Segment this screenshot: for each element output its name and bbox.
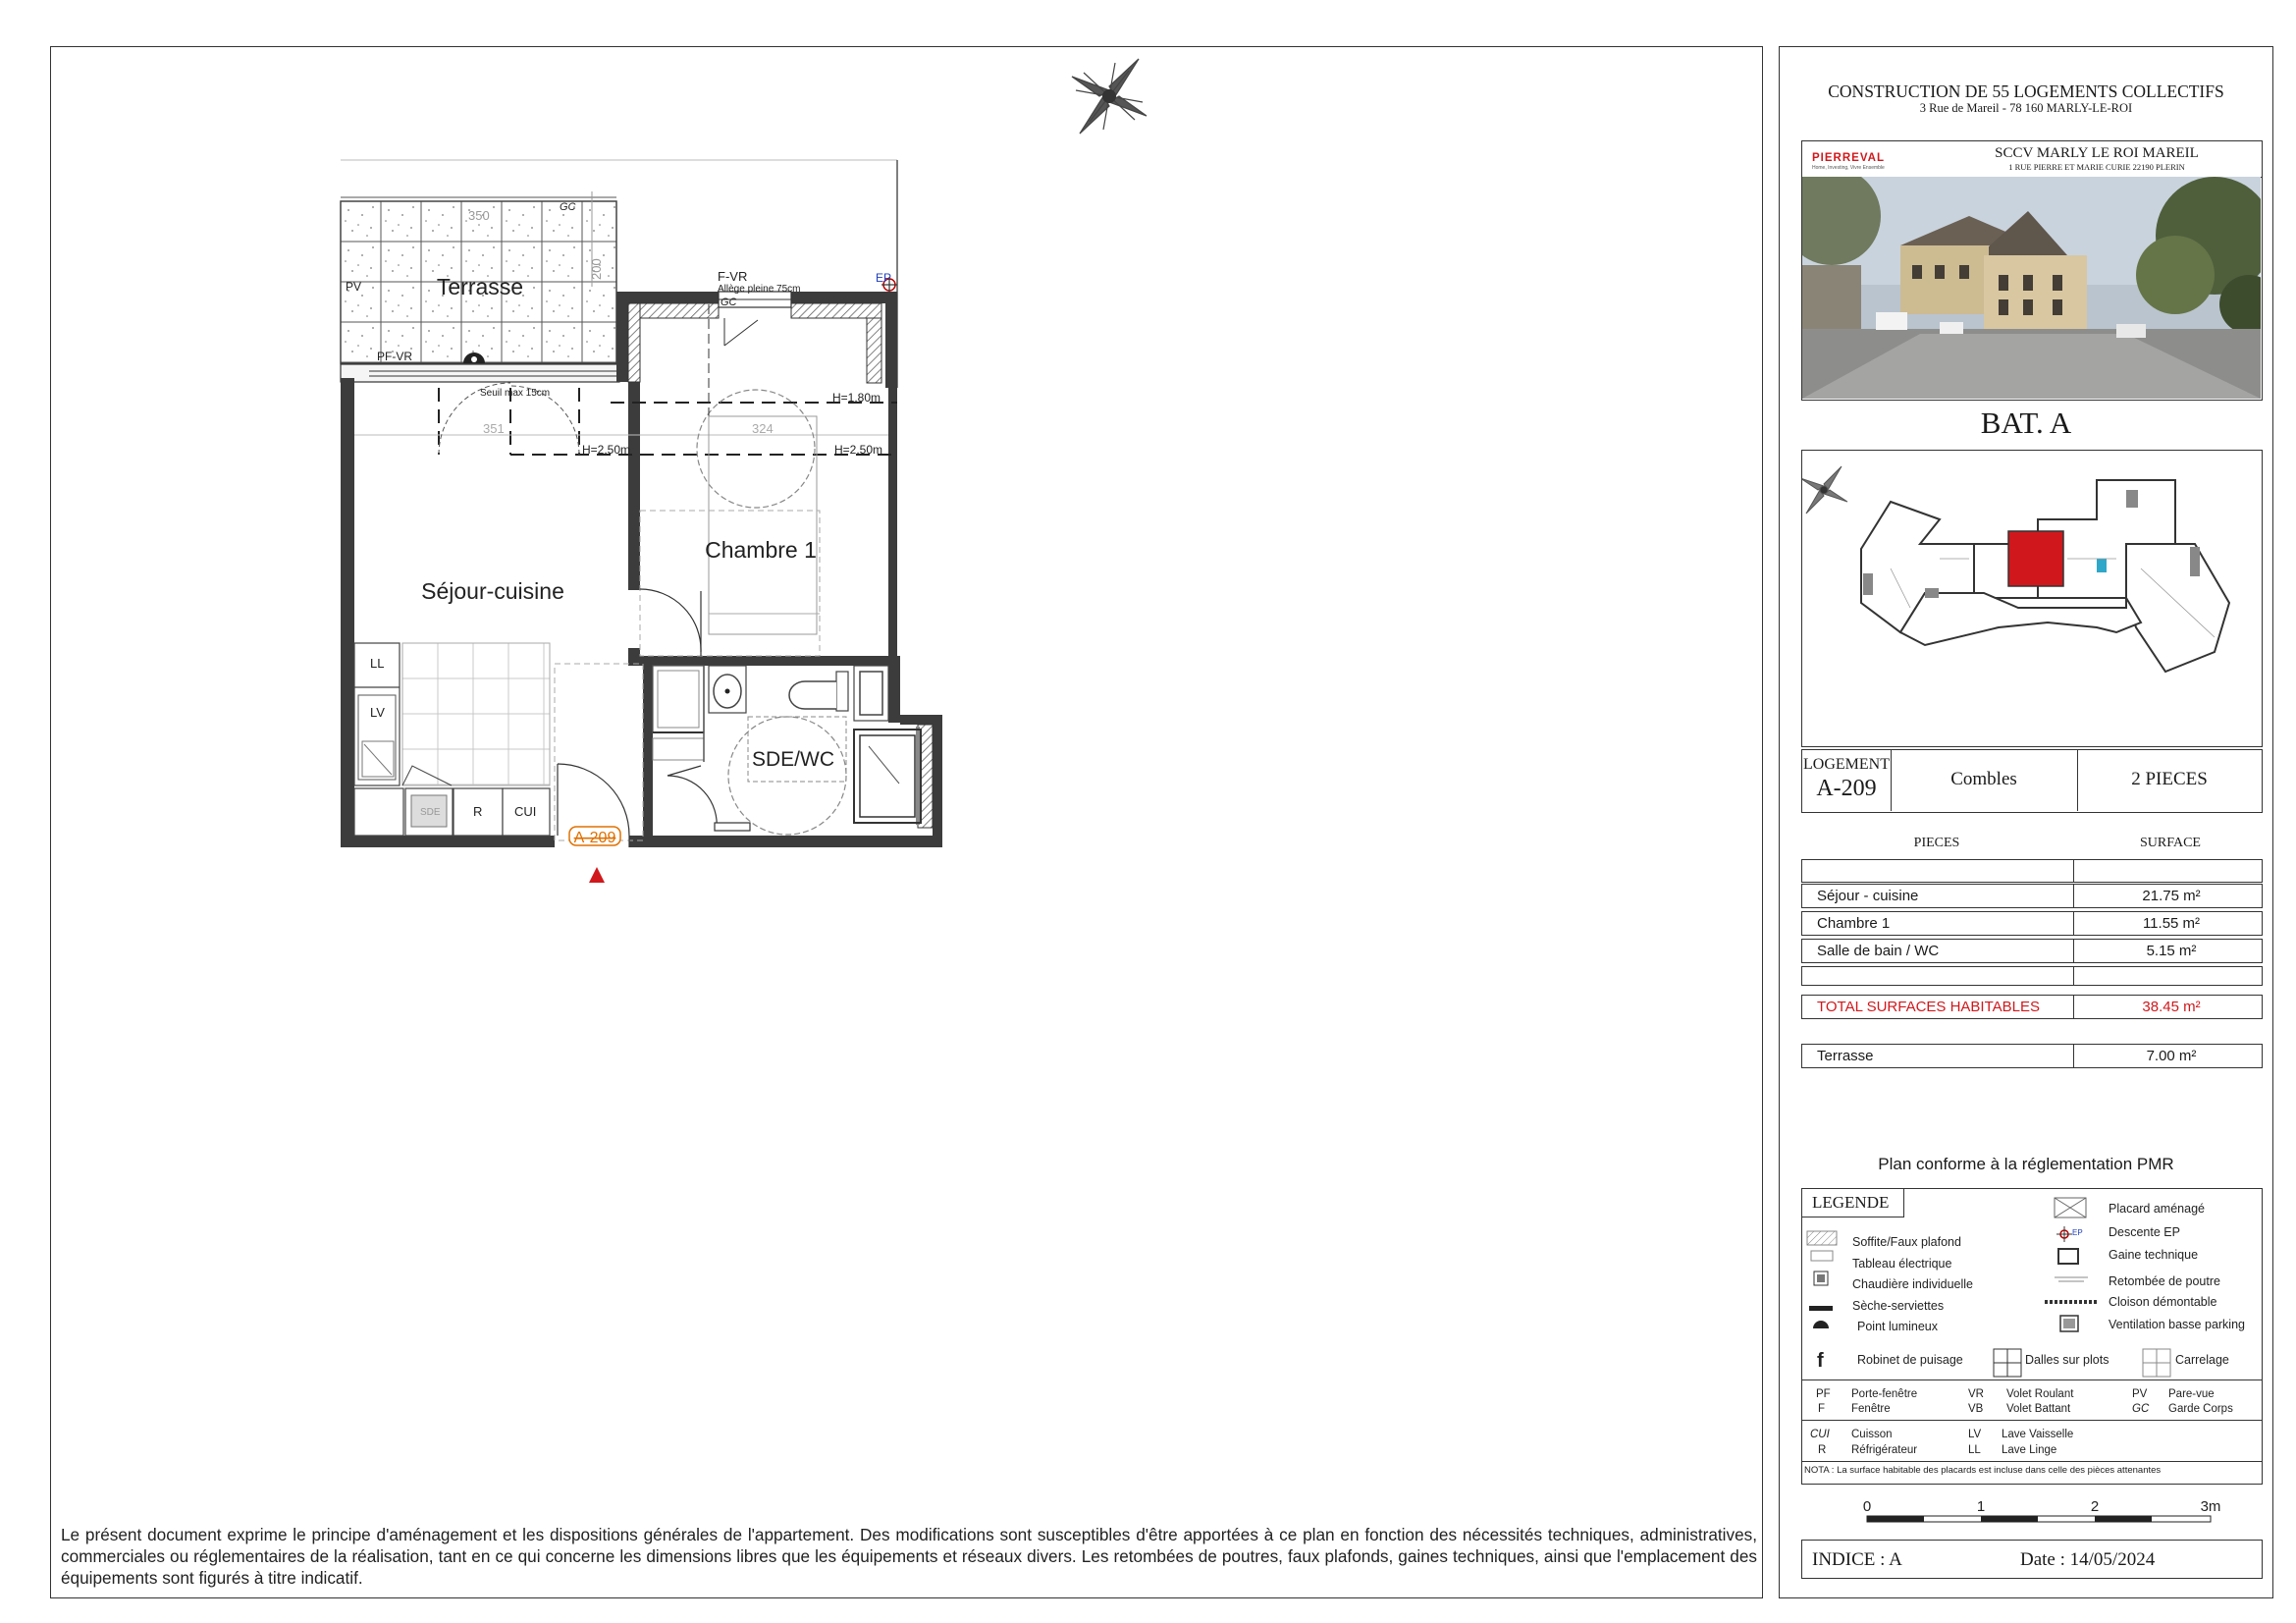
legend-tableau: Tableau électrique — [1852, 1257, 1952, 1271]
logement-box — [1801, 749, 2263, 813]
legend-soffite: Soffite/Faux plafond — [1852, 1235, 1961, 1249]
table-row: Salle de bain / WC 5.15 m² — [1801, 939, 2263, 963]
label-sde-box: SDE — [420, 807, 441, 818]
company-name: SCCV MARLY LE ROI MAREIL — [1995, 145, 2199, 161]
legend-dalles: Dalles sur plots — [2025, 1353, 2109, 1367]
point-lumineux-icon — [1813, 1321, 1829, 1328]
scale-tick: 1 — [1976, 1498, 1986, 1515]
abbr-code: LV — [1968, 1429, 1982, 1440]
abbr-label: Volet Roulant — [2006, 1388, 2074, 1400]
scale-bar — [1845, 1492, 2258, 1532]
legend-chaudiere: Chaudière individuelle — [1852, 1277, 1973, 1291]
table-row: Séjour - cuisine 21.75 m² — [1801, 884, 2263, 908]
table-row: Chambre 1 11.55 m² — [1801, 911, 2263, 936]
label-seuil: Seuil max 15cm — [480, 388, 551, 399]
label-pv: PV — [346, 280, 362, 294]
label-pfvr: PF-VR — [377, 350, 412, 363]
label-gc-window: GC — [721, 297, 737, 308]
legend-retombee: Retombée de poutre — [2109, 1274, 2220, 1288]
scale-tick: 0 — [1862, 1498, 1872, 1515]
abbr-code: CUI — [1810, 1429, 1830, 1440]
date-label: Date : 14/05/2024 — [2020, 1549, 2156, 1570]
scale-tick: 3m — [2200, 1498, 2221, 1515]
label-gc-top: GC — [560, 201, 576, 213]
abbr-label: Volet Battant — [2006, 1403, 2071, 1415]
abbr-label: Fenêtre — [1851, 1403, 1891, 1415]
unit-tag: A-209 — [573, 830, 616, 846]
key-plan — [1802, 451, 2261, 745]
abbr-label: Lave Linge — [2002, 1444, 2057, 1456]
table-spacer-bottom — [1801, 966, 2263, 986]
abbr-code: LL — [1968, 1444, 1981, 1456]
dim-200: 200 — [589, 258, 604, 280]
table-spacer-top — [1801, 859, 2263, 883]
dim-351: 351 — [483, 421, 505, 436]
logement-id: A-209 — [1816, 776, 1877, 801]
label-h250-left: H=2.50m — [582, 443, 631, 457]
robinet-icon: f — [1817, 1350, 1824, 1372]
abbr-label: Garde Corps — [2168, 1403, 2233, 1415]
label-lv: LV — [370, 705, 385, 720]
pmr-note: Plan conforme à la réglementation PMR — [1878, 1155, 2174, 1173]
col-surface: SURFACE — [2140, 836, 2201, 850]
logo-sub: Home, Investing, Vivre Ensemble — [1812, 165, 1885, 171]
legend-point: Point lumineux — [1857, 1320, 1938, 1333]
nota: NOTA : La surface habitable des placards est incluse dans celle des pièces attenantes — [1804, 1465, 2162, 1476]
building-label: BAT. A — [1980, 406, 2072, 440]
indice-box — [1801, 1540, 2263, 1579]
abbr-code: PF — [1816, 1388, 1831, 1400]
legend-carrelage: Carrelage — [2175, 1353, 2229, 1367]
room-label-sejour: Séjour-cuisine — [421, 578, 564, 604]
level-label: Combles — [1950, 769, 2017, 789]
company-address: 1 RUE PIERRE ET MARIE CURIE 22190 PLERIN — [2008, 162, 2185, 172]
tableau-icon — [1811, 1251, 1833, 1261]
col-pieces: PIECES — [1913, 836, 1960, 850]
seche-serviettes-icon — [1809, 1306, 1833, 1311]
project-address: 3 Rue de Mareil - 78 160 MARLY-LE-ROI — [1919, 101, 2133, 115]
scale-tick: 2 — [2090, 1498, 2100, 1515]
abbr-code: VR — [1968, 1388, 1984, 1400]
room-label-terrasse: Terrasse — [436, 274, 524, 299]
legend-descente: Descente EP — [2109, 1225, 2180, 1239]
soffite-icon — [1807, 1231, 1837, 1245]
logement-label: LOGEMENT — [1803, 756, 1890, 773]
logo-text: PIERREVAL — [1812, 152, 1885, 164]
label-h250-right: H=2.50m — [834, 443, 883, 457]
building-photo — [1802, 177, 2261, 399]
abbr-code: F — [1818, 1403, 1826, 1415]
entry-arrow-icon — [589, 867, 605, 883]
abbr-code: R — [1818, 1444, 1827, 1456]
project-title: CONSTRUCTION DE 55 LOGEMENTS COLLECTIFS — [1828, 81, 2224, 101]
legend-ventilation: Ventilation basse parking — [2109, 1318, 2245, 1331]
descente-ep-legend-label: EP — [2072, 1228, 2083, 1237]
gaine-icon — [2058, 1249, 2078, 1264]
dim-324: 324 — [752, 421, 774, 436]
disclaimer: Le présent document exprime le principe d'aménagement et les dispositions générales de l'appartement. Des modifications sont susceptibles d'être apportées à ce plan en fonction des nécessités techniques, administratives, commerciales ou réglementaires de la réalisation, tant en ce qui concerne les dimensions libres que les équipements et réseaux divers. Les retombées de poutres, faux plafonds, gaines techniques, ainsi que l'emplacement des équipements sont figurés à titre indicatif. — [61, 1525, 1757, 1588]
abbr-label: Porte-fenêtre — [1851, 1388, 1918, 1400]
abbr-label: Lave Vaisselle — [2002, 1429, 2074, 1440]
compass-rose-icon — [1072, 59, 1147, 134]
legend-gaine: Gaine technique — [2109, 1248, 2199, 1262]
label-allege: Allège pleine 75cm — [718, 284, 801, 295]
total-row: TOTAL SURFACES HABITABLES 38.45 m² — [1801, 995, 2263, 1019]
legend-robinet: Robinet de puisage — [1857, 1353, 1963, 1367]
key-plan-box — [1801, 450, 2263, 747]
legend-cloison: Cloison démontable — [2109, 1295, 2217, 1309]
legend-title: LEGENDE — [1812, 1193, 1890, 1212]
dim-350: 350 — [468, 208, 490, 223]
abbr-label: Réfrigérateur — [1851, 1444, 1918, 1456]
abbr-code: VB — [1968, 1403, 1984, 1415]
label-ep: EP — [876, 271, 892, 285]
label-cui: CUI — [514, 804, 537, 819]
abbr-label: Pare-vue — [2168, 1388, 2215, 1400]
label-h180: H=1.80m — [832, 391, 881, 405]
legend-seche: Sèche-serviettes — [1852, 1299, 1945, 1313]
indice-label: INDICE : A — [1812, 1549, 1902, 1570]
label-r: R — [473, 804, 483, 819]
legend-placard: Placard aménagé — [2109, 1202, 2205, 1216]
room-label-sde: SDE/WC — [752, 748, 834, 771]
abbr-label: Cuisson — [1851, 1429, 1893, 1440]
room-label-chambre: Chambre 1 — [705, 537, 817, 563]
terrasse-row: Terrasse 7.00 m² — [1801, 1044, 2263, 1068]
abbr-code: GC — [2132, 1403, 2150, 1415]
label-ll: LL — [370, 656, 385, 671]
key-plan-compass-icon — [1802, 466, 1847, 514]
label-fvr: F-VR — [718, 269, 748, 284]
abbr-code: PV — [2132, 1388, 2148, 1400]
descente-ep-legend-icon — [2056, 1226, 2072, 1242]
photo-box — [1801, 140, 2263, 401]
pieces-count: 2 PIECES — [2131, 769, 2208, 789]
